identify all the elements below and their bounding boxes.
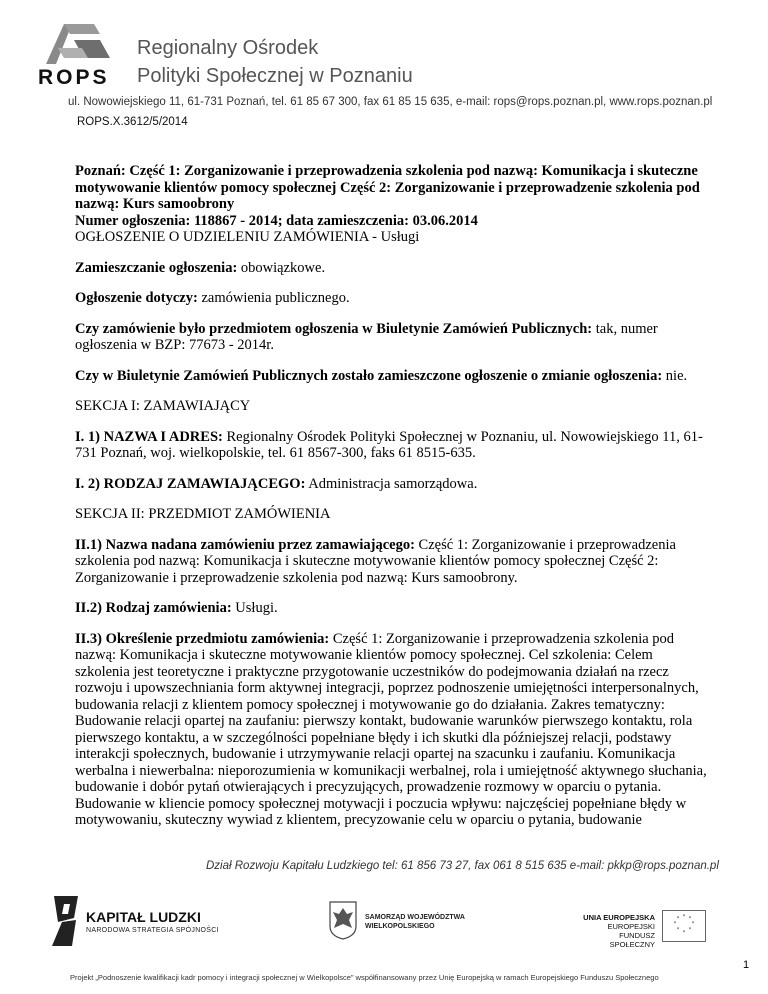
field-value: nie. [662,367,688,384]
field-value: Część 1: Zorganizowanie i przeprowadzenia szkolenia pod nazwą: Komunikacja i skuteczne motywowanie klientów pomocy społecznej Część 2: Zorganizowanie i przeprowadzenie szkolenia pod nazwą: Kurs samoobrony. [75,536,676,586]
field-value: tak, numer ogłoszenia w BZP: 77673 - 2014r. [75,320,658,353]
kapital-ludzki-title: KAPITAŁ LUDZKI [86,909,201,925]
notice-number: Numer ogłoszenia: 118867 - 2014; data zamieszczenia: 03.06.2014 [75,212,478,229]
section2-name [75,537,707,587]
field-value: Administracja samorządowa. [305,475,478,492]
field-label: Ogłoszenie dotyczy: [75,290,198,306]
organization-name-line2: Polityki Społecznej w Poznaniu [137,65,413,87]
eu-text [575,913,655,949]
eu-line1: UNIA EUROPEJSKA [583,913,655,922]
field-bzp [75,321,707,354]
eu-line3: FUNDUSZ SPOŁECZNY [609,931,655,949]
field-label: II.1) Nazwa nadana zamówieniu przez zamawiającego: [75,536,415,553]
field-publication [75,260,707,277]
field-change-notice [75,368,707,385]
field-concerns [75,290,707,307]
svg-text:*: * [682,914,686,920]
page-number: 1 [743,959,750,971]
field-label: Czy zamówienie było przedmiotem ogłoszenia w Biuletynie Zamówień Publicznych: [75,320,593,337]
svg-text:*: * [676,916,680,922]
field-label: I. 1) NAZWA I ADRES: [75,428,223,445]
field-value: zamówienia publicznego. [197,290,350,306]
samorzad-line2: WIELKOPOLSKIEGO [365,923,435,930]
field-value: obowiązkowe. [237,259,326,276]
svg-text:*: * [673,921,677,927]
samorzad-line1: SAMORZĄD WOJEWÓDZTWA [365,914,465,921]
field-label: II.3) Określenie przedmiotu zamówienia: [75,630,330,647]
eu-line2: EUROPEJSKI [607,922,655,931]
field-label: Zamieszczanie ogłoszenia: [75,259,238,276]
field-label: I. 2) RODZAJ ZAMAWIAJĄCEGO: [75,475,306,492]
kapital-ludzki-subtitle: NARODOWA STRATEGIA SPÓJNOŚCI [86,927,219,934]
section1-heading: SEKCJA I: ZAMAWIAJĄCY [75,398,251,414]
svg-text:*: * [688,916,692,922]
field-value: Część 1: Zorganizowanie i przeprowadzenia szkolenia pod nazwą: Komunikacja i skuteczne motywowanie klientów pomocy społecznej. Cel szkolenia: Celem szkolenia jest teoretyczne i praktyczne przygotowanie uczestników do podejmowania działań na rzecz rozwoju i upowszechniania form aktywnej integracji, poprzez podnoszenie umiejętności interpersonalnych, budowania relacji z klientem pomocy społecznej i motywowanie go do działania. Zakres tematyczny: Budowanie relacji opartej na zaufaniu: pierwszy kontakt, budowanie warunków pierwszego kontaktu, rola pierwszego kontaktu, a w szczególności popełniane błędy i ich skutki dla późniejszej relacji, podstawy interakcji społecznych, budowanie i utrzymywanie relacji opartej na szacunku i zaufaniu. Komunikacja werbalna i niewerbalna: nieporozumienia w komunikacji werbalnej, rola i umiejętność aktywnego słuchania, budowanie i dobór pytań otwierających i precyzujących, prowadzenie rozmowy w oparciu o pytania. Budowanie w kliencie pomocy społecznej motywacji i poczucia wpływu: najczęściej popełniane błędy w motywowaniu, skuteczny wywiad z klientem, precyzowanie celu w oparciu o pytania, budowanie [75,630,707,828]
header-address: ul. Nowowiejskiego 11, 61-731 Poznań, tel. 61 85 67 300, fax 61 85 15 635, e-mail: rops@rops.poznan.pl, www.rops.poznan.pl [68,96,713,108]
organization-name [137,34,413,90]
logo-text: ROPS [38,66,110,89]
section1-type [75,476,707,493]
svg-text:*: * [676,927,680,933]
field-label: Czy w Biuletynie Zamówień Publicznych zostało zamieszczone ogłoszenie o zmianie ogłoszenia: [75,367,663,384]
eagle-crest-icon [328,900,358,940]
footer-contact: Dział Rozwoju Kapitału Ludzkiego tel: 61 856 73 27, fax 061 8 515 635 e-mail: pkkp@rops.poznan.pl [206,860,719,872]
section1-name [75,429,707,462]
notice-title-block [75,163,707,246]
notice-title: Poznań: Część 1: Zorganizowanie i przeprowadzenia szkolenia pod nazwą: Komunikacja i skuteczne motywowanie klientów pomocy społecznej Część 2: Zorganizowanie i przeprowadzenie szkolenia pod nazwą: Kurs samoobrony [75,163,700,212]
svg-text:*: * [688,927,692,933]
notice-type: OGŁOSZENIE O UDZIELENIU ZAMÓWIENIA - Usługi [75,229,420,245]
document-body [75,163,707,843]
svg-text:*: * [691,921,695,927]
svg-text:*: * [682,930,686,936]
eu-flag-icon [662,910,706,942]
project-description: Projekt „Podnoszenie kwalifikacji kadr pomocy i integracji społecznej w Wielkopolsce” współfinansowany przez Unię Europejską w ramach Europejskiego Funduszu Społecznego [70,973,659,982]
section2-heading: SEKCJA II: PRZEDMIOT ZAMÓWIENIA [75,506,331,522]
organization-name-line1: Regionalny Ośrodek [137,37,319,59]
field-value: Regionalny Ośrodek Polityki Społecznej w Poznaniu, ul. Nowowiejskiego 11, 61-731 Poznań, woj. wielkopolskie, tel. 61 8567-300, faks 61 8515-635. [75,428,703,461]
field-label: II.2) Rodzaj zamówienia: [75,600,232,616]
samorzad-text [365,913,465,931]
reference-number: ROPS.X.3612/5/2014 [77,116,188,128]
section2-kind [75,600,707,617]
section2-subject [75,631,707,829]
field-value: Usługi. [231,600,278,616]
